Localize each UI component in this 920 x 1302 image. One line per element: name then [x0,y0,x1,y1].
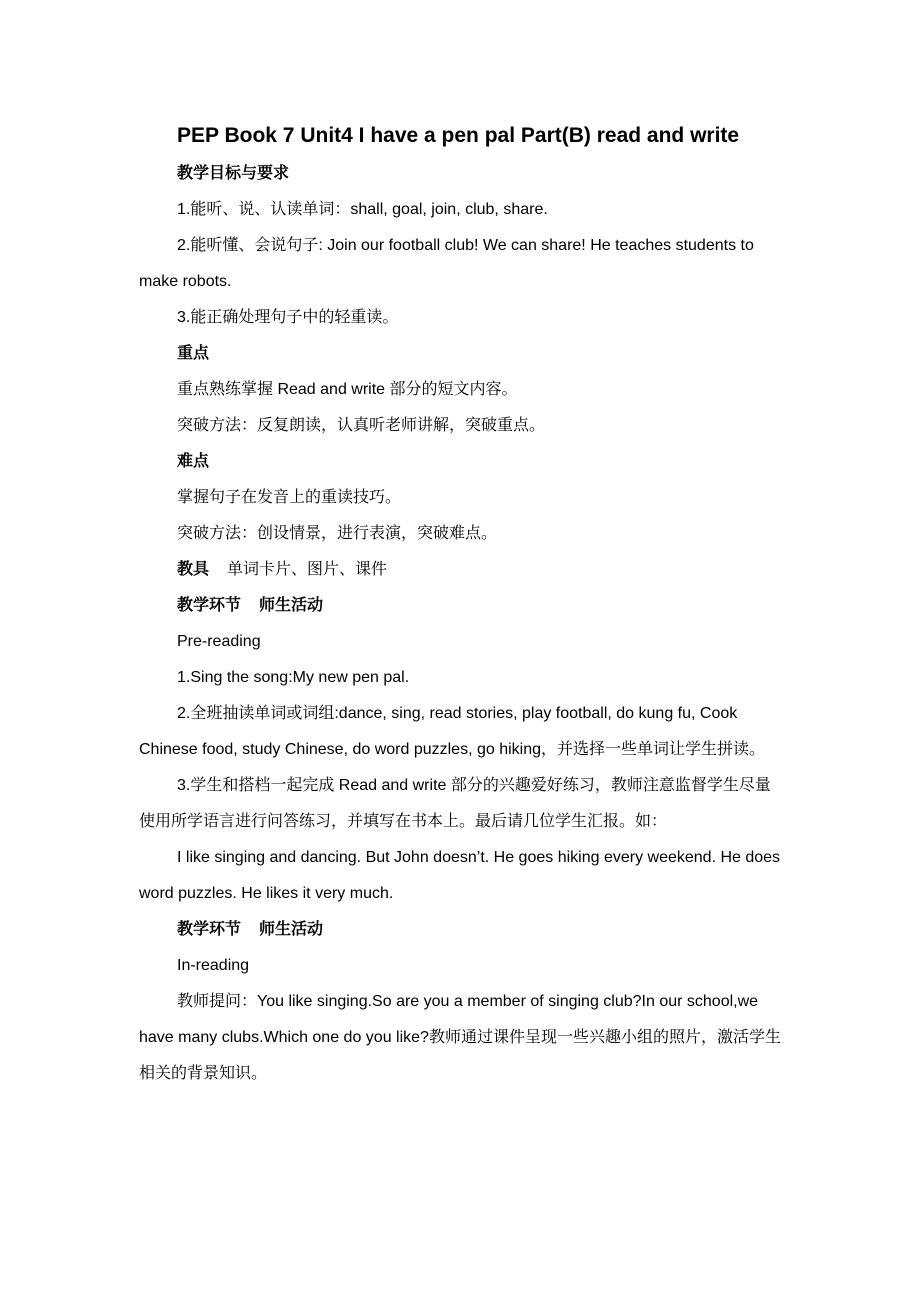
objective-item: 2.能听懂、会说句子: Join our football club! We can share! He teaches students to make robots. [139,237,754,290]
in-reading-step: 教师提问：You like singing.So are you a member of singing club?In our school,we have many clubs.Which one do you like?教师通过课件呈现一些兴趣小组的照片，激活学生相关的背景知识。 [139,993,781,1082]
difficulty-method: 突破方法：创设情景，进行表演，突破难点。 [177,525,498,542]
difficulty-text: 掌握句子在发音上的重读技巧。 [177,489,402,506]
stage-heading [139,912,784,948]
stage-heading [139,588,784,624]
stage-label: 教学环节 [177,597,242,614]
materials-text: 单词卡片、图片、课件 [227,561,388,578]
document-page [139,118,784,1092]
in-reading-label: In-reading [177,957,250,974]
materials-label: 教具 [177,561,210,578]
pre-reading-step: 1.Sing the song:My new pen pal. [177,669,410,686]
key-points-text: 重点熟练掌握 Read and write 部分的短文内容。 [177,381,518,398]
stage-activity-label: 师生活动 [259,921,324,938]
difficulty-heading: 难点 [177,453,210,470]
pre-reading-example: I like singing and dancing. But John doesn’t. He goes hiking every weekend. He does word puzzles. He likes it very much. [139,849,781,902]
stage-label: 教学环节 [177,921,242,938]
objective-item: 1.能听、说、认读单词：shall, goal, join, club, share. [177,201,548,218]
document-title: PEP Book 7 Unit4 I have a pen pal Part(B) read and write [177,124,740,147]
stage-activity-label: 师生活动 [259,597,324,614]
key-points-method: 突破方法：反复朗读，认真听老师讲解，突破重点。 [177,417,546,434]
pre-reading-step: 2.全班抽读单词或词组:dance, sing, read stories, play football, do kung fu, Cook Chinese food, study Chinese, do word puzzles, go hiking，并选择一些单词让学生拼读。 [139,705,766,758]
pre-reading-step: 3.学生和搭档一起完成 Read and write 部分的兴趣爱好练习，教师注意监督学生尽量使用所学语言进行问答练习，并填写在书本上。最后请几位学生汇报。如： [139,777,771,830]
materials-line [139,552,784,588]
objective-item: 3.能正确处理句子中的轻重读。 [177,309,399,326]
key-points-heading: 重点 [177,345,210,362]
objectives-heading: 教学目标与要求 [177,165,290,182]
pre-reading-label: Pre-reading [177,633,261,650]
